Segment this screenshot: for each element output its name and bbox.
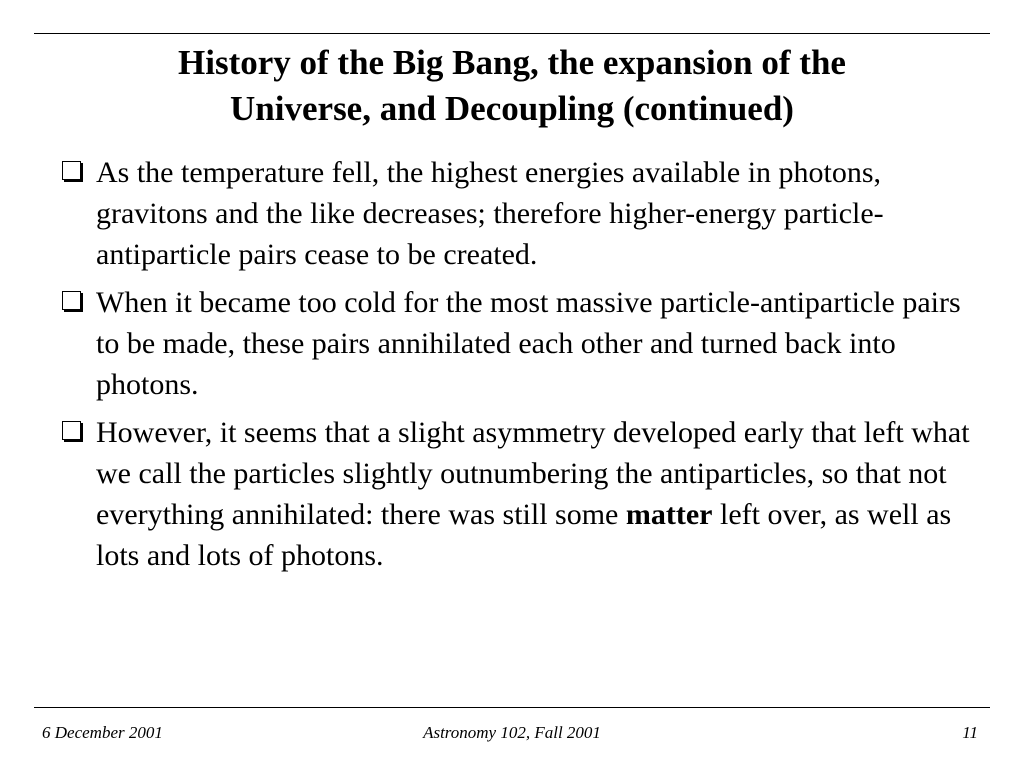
bottom-rule — [34, 707, 990, 708]
bullet-list — [60, 152, 980, 583]
footer-page-number: 11 — [962, 723, 978, 742]
square-bullet-icon — [62, 291, 81, 310]
bullet-item — [60, 152, 980, 275]
slide-title-line-1: History of the Big Bang, the expansion of the — [178, 43, 846, 82]
slide-title — [34, 40, 990, 132]
footer-date: 6 December 2001 — [42, 723, 163, 742]
square-bullet-icon — [62, 161, 81, 180]
bullet-text: As the temperature fell, the highest energies available in photons, gravitons and the like decreases; therefore higher-energy particle-antiparticle pairs cease to be created. — [96, 156, 884, 271]
emphasis-matter: matter — [625, 498, 713, 531]
bullet-item — [60, 282, 980, 405]
square-bullet-icon — [62, 421, 81, 440]
bullet-text-before: However, it seems that a slight asymmetry developed early that left what we call the particles slightly outnumbering the antiparticles, so that not everything annihilated: there was still some — [96, 416, 970, 531]
footer-course: Astronomy 102, Fall 2001 — [423, 723, 601, 742]
slide-title-line-2: Universe, and Decoupling (continued) — [230, 89, 794, 128]
bullet-text — [96, 416, 970, 572]
bullet-item — [60, 412, 980, 576]
bullet-text: When it became too cold for the most massive particle-antiparticle pairs to be made, these pairs annihilated each other and turned back into photons. — [96, 286, 961, 401]
bullet-text-after: left over, as well as lots and lots of photons. — [96, 498, 952, 572]
top-rule — [34, 33, 990, 34]
